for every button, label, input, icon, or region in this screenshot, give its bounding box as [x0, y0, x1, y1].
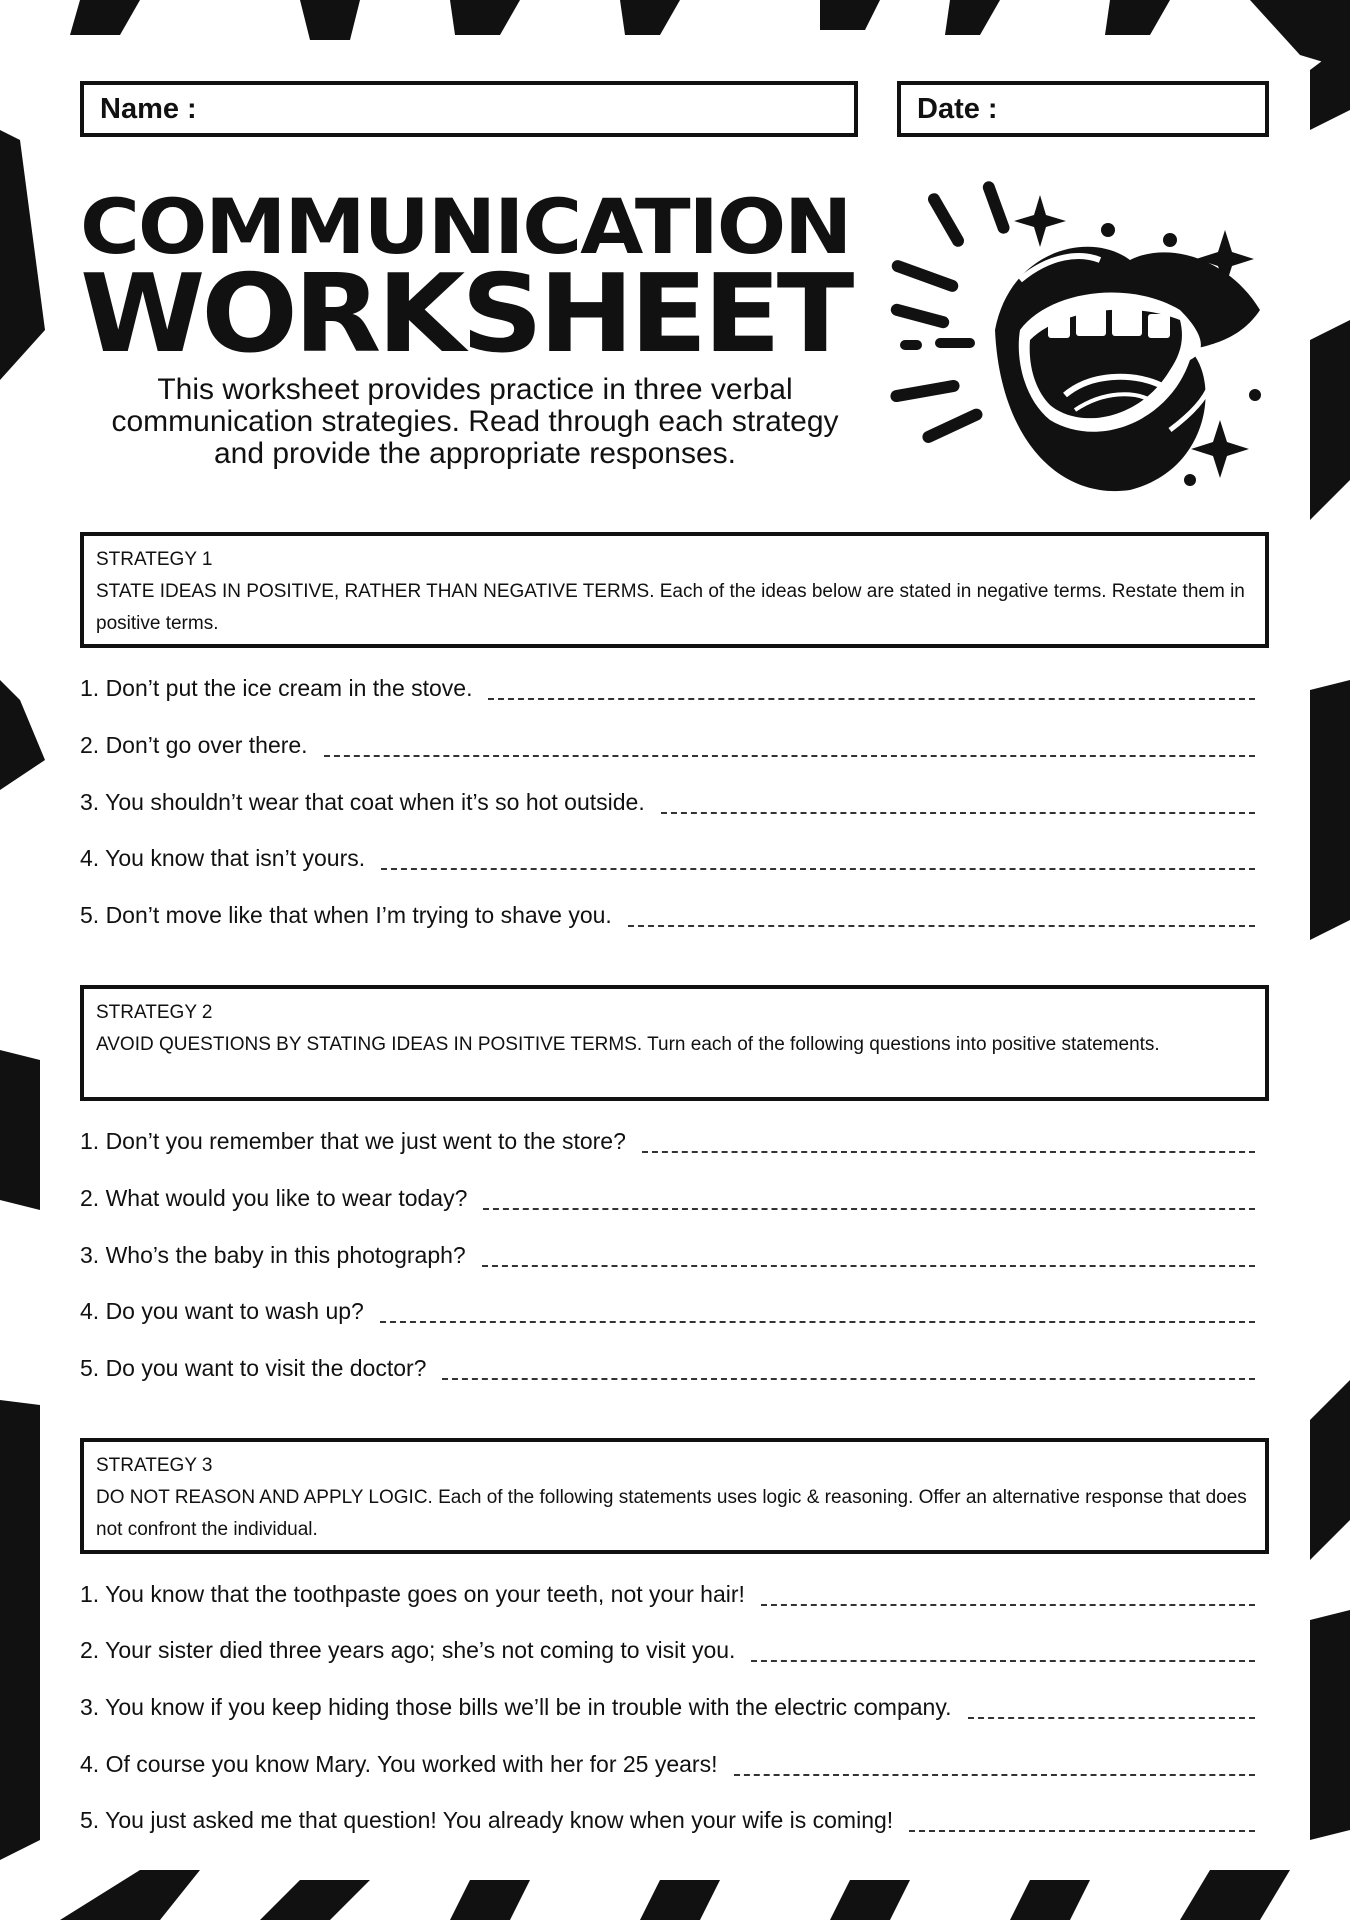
- answer-line[interactable]: [628, 911, 1255, 927]
- prompt-text: 2. Your sister died three years ago; she’s not coming to visit you.: [80, 1637, 736, 1663]
- answer-row: [80, 1746, 1255, 1778]
- prompt-text: 2. Don’t go over there.: [80, 732, 308, 758]
- answer-row: [80, 727, 1255, 759]
- prompt-text: 4. Do you want to wash up?: [80, 1298, 364, 1324]
- answer-row: [80, 784, 1255, 816]
- prompt-text: 4. Of course you know Mary. You worked with her for 25 years!: [80, 1751, 718, 1777]
- prompt-text: 3. You shouldn’t wear that coat when it’s so hot outside.: [80, 789, 645, 815]
- answer-line[interactable]: [324, 741, 1255, 757]
- prompt-text: 5. You just asked me that question! You already know when your wife is coming!: [80, 1807, 894, 1833]
- answer-line[interactable]: [909, 1816, 1255, 1832]
- answer-row: [80, 1350, 1255, 1382]
- lips-icon: [880, 180, 1280, 510]
- answer-line[interactable]: [380, 1307, 1255, 1323]
- answer-line[interactable]: [482, 1251, 1255, 1267]
- strategy-description: DO NOT REASON AND APPLY LOGIC. Each of the following statements uses logic & reasoning. Offer an alternative response that does not confront the individual.: [96, 1487, 1247, 1540]
- answer-line[interactable]: [734, 1760, 1256, 1776]
- answer-row: [80, 897, 1255, 929]
- name-field[interactable]: [80, 81, 858, 137]
- strategy-heading: STRATEGY 2: [96, 1002, 213, 1023]
- answer-row: [80, 1293, 1255, 1325]
- answer-line[interactable]: [442, 1364, 1255, 1380]
- prompt-text: 1. Don’t put the ice cream in the stove.: [80, 675, 473, 701]
- strategy-heading: STRATEGY 3: [96, 1455, 213, 1476]
- answer-line[interactable]: [381, 854, 1255, 870]
- name-label: Name :: [100, 93, 197, 125]
- prompt-text: 5. Don’t move like that when I’m trying to shave you.: [80, 902, 612, 928]
- answer-line[interactable]: [751, 1646, 1255, 1662]
- prompt-text: 5. Do you want to visit the doctor?: [80, 1355, 427, 1381]
- title-line-2: WORKSHEET: [80, 252, 851, 377]
- strategy-3-box: [80, 1438, 1269, 1554]
- answer-row: [80, 1576, 1255, 1608]
- prompt-text: 3. You know if you keep hiding those bills we’ll be in trouble with the electric company.: [80, 1694, 952, 1720]
- date-label: Date :: [917, 93, 998, 125]
- prompt-text: 2. What would you like to wear today?: [80, 1185, 468, 1211]
- prompt-text: 1. You know that the toothpaste goes on your teeth, not your hair!: [80, 1581, 745, 1607]
- intro-text: This worksheet provides practice in three verbal communication strategies. Read through each strategy and provide the appropriate responses.: [111, 373, 839, 470]
- title-line-1: COMMUNICATION: [80, 182, 851, 271]
- answer-line[interactable]: [661, 798, 1255, 814]
- answer-row: [80, 670, 1255, 702]
- prompt-text: 1. Don’t you remember that we just went to the store?: [80, 1128, 626, 1154]
- answer-row: [80, 1123, 1255, 1155]
- prompt-text: 4. You know that isn’t yours.: [80, 845, 366, 871]
- answer-row: [80, 1802, 1255, 1834]
- strategy-description: STATE IDEAS IN POSITIVE, RATHER THAN NEGATIVE TERMS. Each of the ideas below are stated in negative terms. Restate them in positive terms.: [96, 581, 1245, 634]
- date-field[interactable]: [897, 81, 1269, 137]
- strategy-heading: STRATEGY 1: [96, 549, 213, 570]
- answer-line[interactable]: [483, 1194, 1255, 1210]
- answer-row: [80, 1237, 1255, 1269]
- answer-row: [80, 1689, 1255, 1721]
- answer-row: [80, 1632, 1255, 1664]
- strategy-2-box: [80, 985, 1269, 1101]
- answer-line[interactable]: [761, 1590, 1255, 1606]
- answer-row: [80, 840, 1255, 872]
- answer-line[interactable]: [642, 1137, 1255, 1153]
- answer-line[interactable]: [488, 684, 1255, 700]
- strategy-1-box: [80, 532, 1269, 648]
- prompt-text: 3. Who’s the baby in this photograph?: [80, 1242, 466, 1268]
- answer-row: [80, 1180, 1255, 1212]
- answer-line[interactable]: [968, 1703, 1255, 1719]
- strategy-description: AVOID QUESTIONS BY STATING IDEAS IN POSITIVE TERMS. Turn each of the following questions into positive statements.: [96, 1034, 1160, 1055]
